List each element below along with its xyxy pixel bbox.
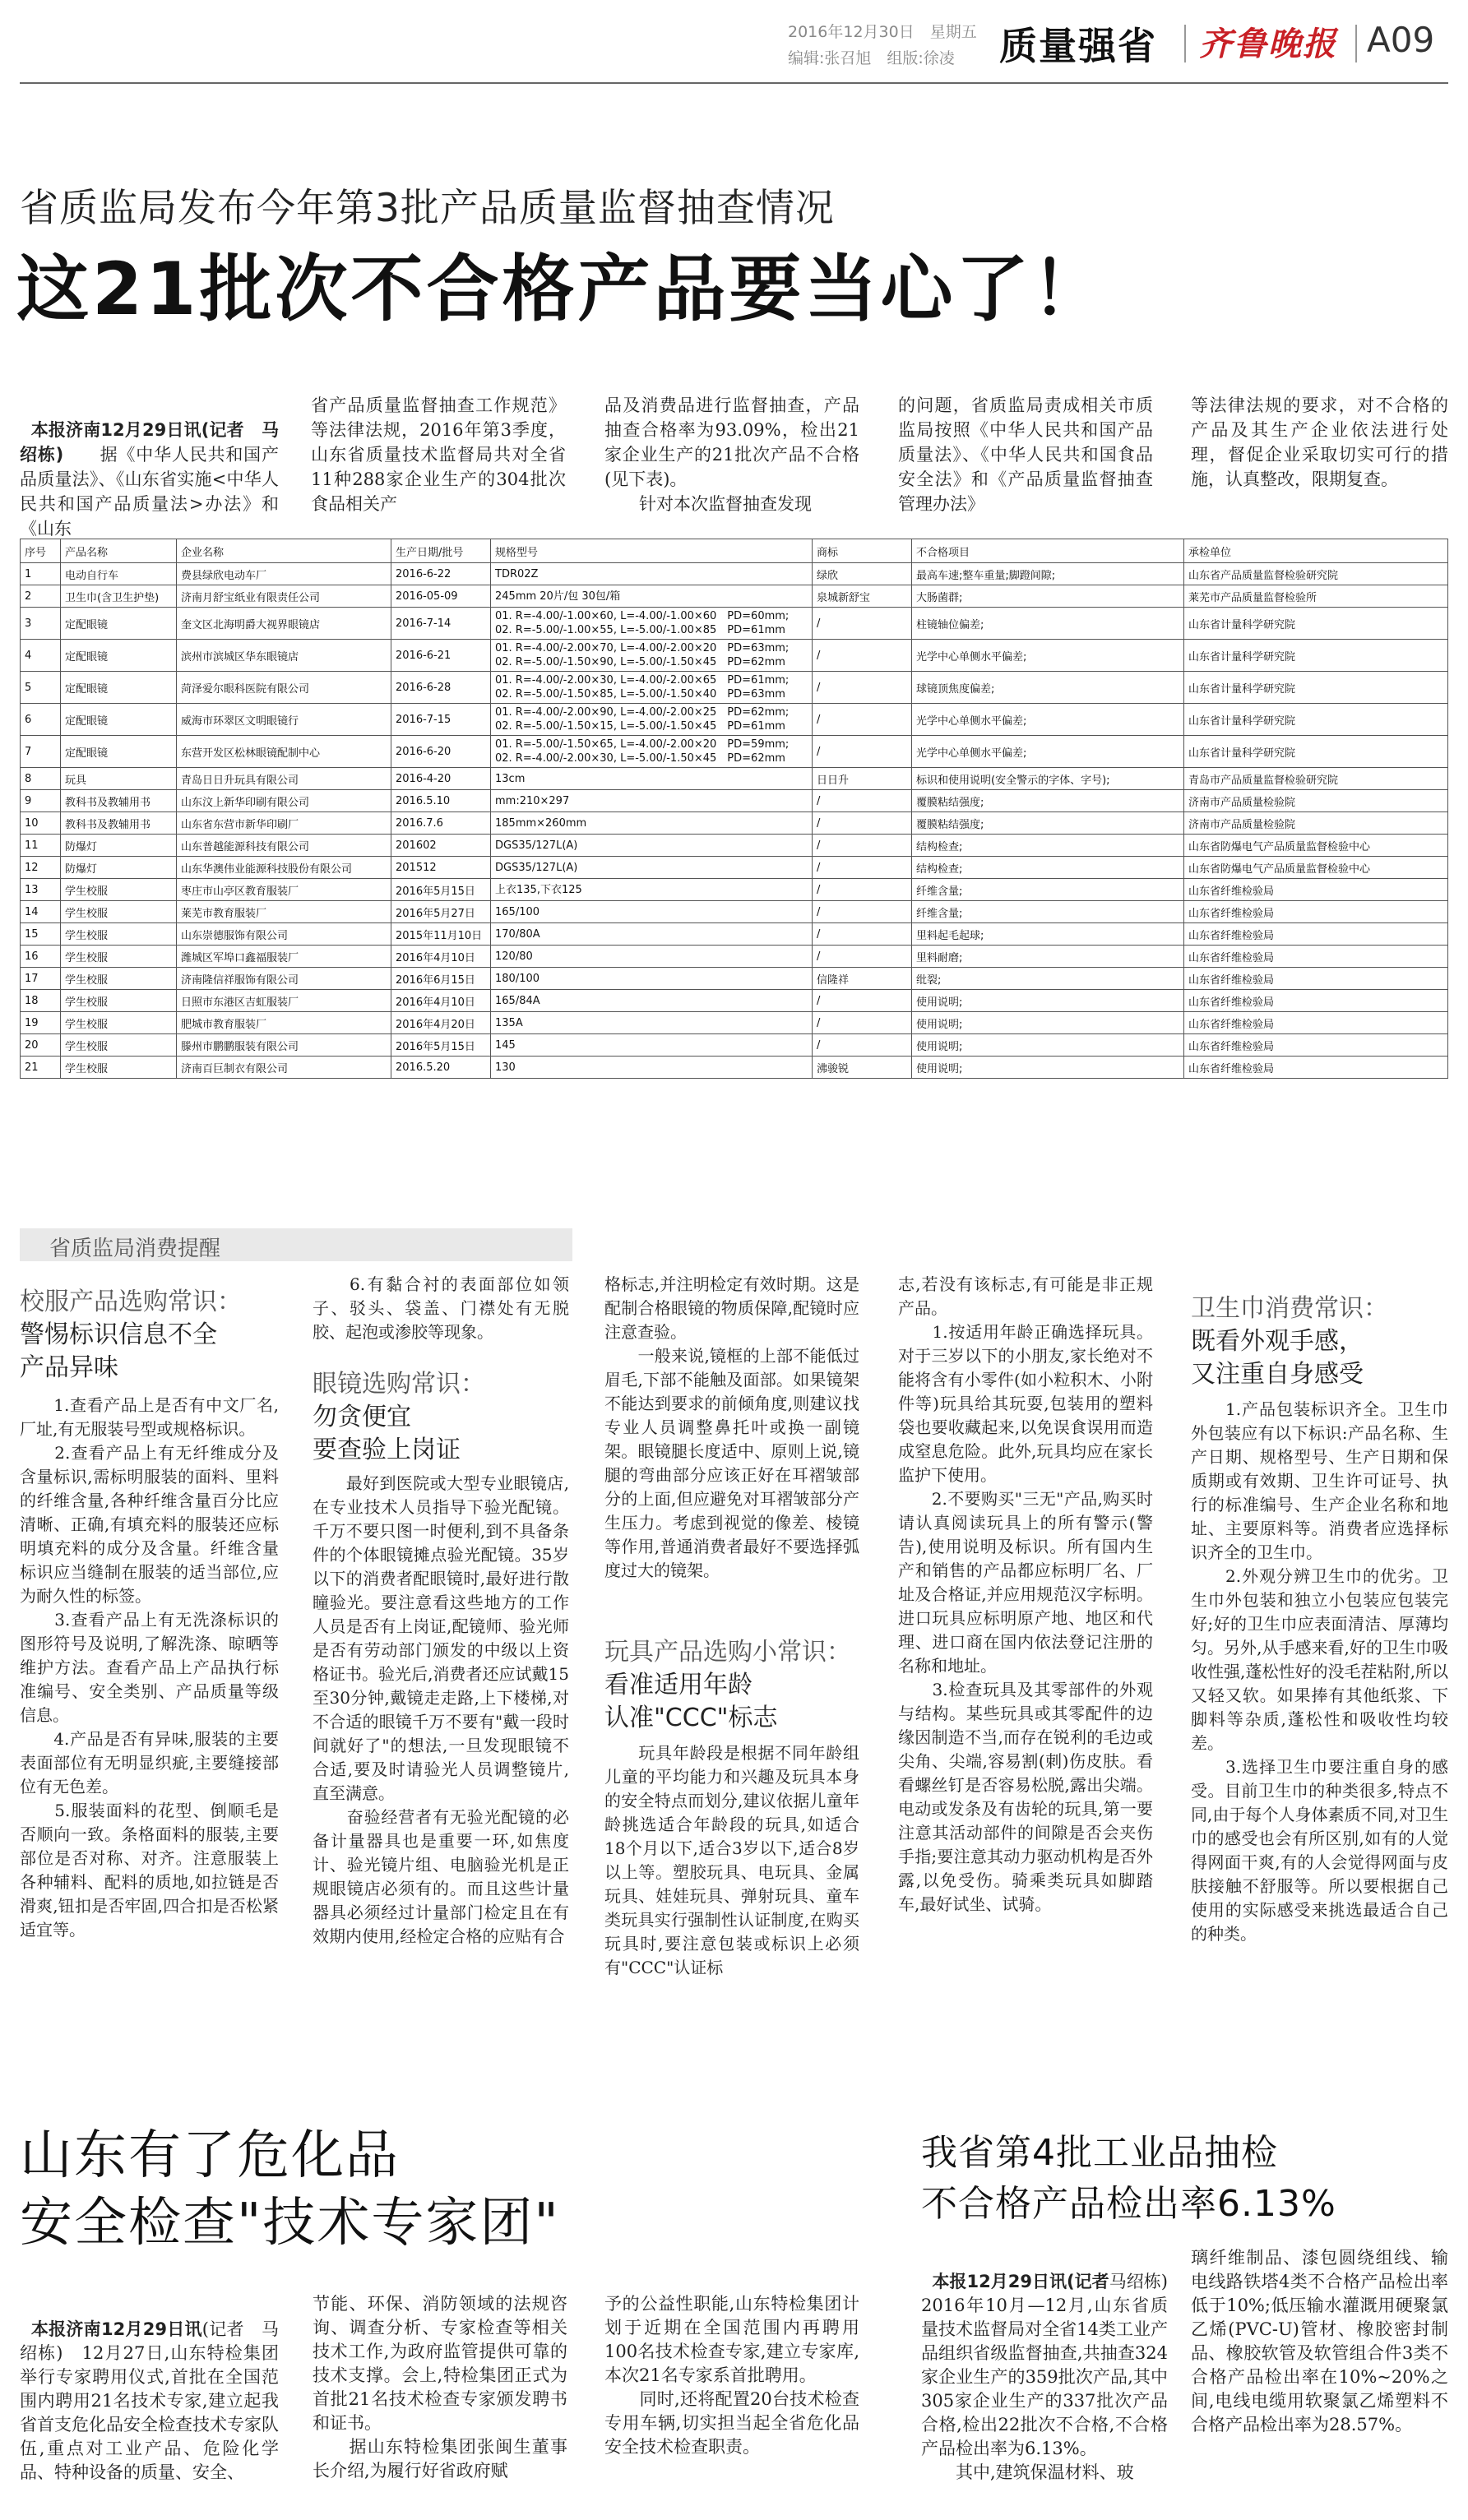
cell-company: 滕州市鹏鹏服装有限公司 xyxy=(177,1034,391,1057)
cell-product: 学生校服 xyxy=(61,1012,177,1034)
cell-brand: / xyxy=(813,901,912,923)
cell-brand: / xyxy=(813,640,912,672)
story3-byline: 本报12月29日讯(记者 xyxy=(932,2272,1109,2291)
cell-spec: 170/80A xyxy=(491,923,813,946)
table-row xyxy=(21,1034,1448,1057)
cell-company: 山东华澳伟业能源科技股份有限公司 xyxy=(177,857,391,879)
cell-date: 2016-4-20 xyxy=(391,768,491,790)
cell-product: 定配眼镜 xyxy=(61,704,177,736)
table-row xyxy=(21,946,1448,968)
cell-fail-item: 大肠菌群; xyxy=(912,585,1184,608)
main-col-2: 省产品质量监督抽查工作规范》等法律法规，2016年第3季度，山东省质量技术监督局共对全省11种288家企业生产的304批次食品相关产 xyxy=(311,395,566,514)
toys-body: 玩具年龄段是根据不同年龄组儿童的平均能力和兴趣及玩具本身的安全特点而划分,建议依据儿童年龄挑选适合年龄段的玩具,如适合18个月以下,适合3岁以下,适合8岁以上等。塑胶玩具、电玩具、金属玩具、娃娃玩具、弹射玩具、童车类玩具实行强制性认证制度,在购买玩具时,要注意包装或标识上必须有"CCC"认证标 xyxy=(604,1743,859,1977)
th-company: 企业名称 xyxy=(177,539,391,563)
masthead-rule xyxy=(20,82,1448,84)
toys-head-2: 看准适用年龄 xyxy=(604,1671,753,1699)
cell-fail-item: 里料起毛起球; xyxy=(912,923,1184,946)
story3-col-1 xyxy=(921,2246,1168,2485)
th-product: 产品名称 xyxy=(61,539,177,563)
story2-byline: 本报济南12月29日讯 xyxy=(30,2319,202,2339)
main-byline: 本报济南12月29日讯(记者 马绍栋) xyxy=(20,420,279,465)
cell-no: 1 xyxy=(21,563,61,585)
cell-product: 学生校服 xyxy=(61,1057,177,1079)
cell-date: 2016年6月15日 xyxy=(391,968,491,990)
cell-date: 2015年11月10日 xyxy=(391,923,491,946)
cell-lab: 山东省纤维检验局 xyxy=(1184,1057,1448,1079)
cell-lab: 山东省纤维检验局 xyxy=(1184,1034,1448,1057)
cell-product: 学生校服 xyxy=(61,879,177,901)
table-header-row xyxy=(21,539,1448,563)
cell-spec: 245mm 20片/包 30包/箱 xyxy=(491,585,813,608)
cell-company: 济南月舒宝纸业有限责任公司 xyxy=(177,585,391,608)
cell-no: 6 xyxy=(21,704,61,736)
cell-brand: / xyxy=(813,857,912,879)
cell-brand: 信隆祥 xyxy=(813,968,912,990)
cell-fail-item: 标识和使用说明(安全警示的字体、字号); xyxy=(912,768,1184,790)
cell-company: 奎文区北海明爵大视界眼镜店 xyxy=(177,608,391,640)
cell-product: 学生校服 xyxy=(61,990,177,1012)
cell-date: 2016年5月15日 xyxy=(391,1034,491,1057)
cell-fail-item: 使用说明; xyxy=(912,1012,1184,1034)
toys-head-3: 认准"CCC"标志 xyxy=(604,1704,778,1732)
glasses-cont: 格标志,并注明检定有效时期。这是配制合格眼镜的物质保障,配镜时应注意查验。 一般来说,镜框的上部不能低过眉毛,下部不能触及面部。如果镜架不能达到要求的前倾角度,则建议找专业人员调整鼻托叶或换一副镜架。眼镜腿长度适中、原则上说,镜腿的弯曲部分应该正好在耳褶皱部分的上面,但应避免对耳褶皱部分产生压力。考虑到视觉的像差、棱镜等作用,普通消费者最好不要选择弧度过大的镜架。 xyxy=(604,1274,859,1580)
main-col-1-text: 据《中华人民共和国产品质量法》、《山东省实施<中华人民共和国产品质量法>办法》和《山东 xyxy=(20,445,279,539)
th-brand: 商标 xyxy=(813,539,912,563)
cell-no: 10 xyxy=(21,812,61,835)
cell-brand: / xyxy=(813,1034,912,1057)
cell-date: 2016年5月15日 xyxy=(391,879,491,901)
cell-no: 11 xyxy=(21,835,61,857)
glasses-body: 最好到医院或大型专业眼镜店,在专业技术人员指导下验光配镜。千万不要只图一时便利,到不具备条件的个体眼镜摊点验光配镜。35岁以下的消费者配眼镜时,最好进行散瞳验光。要注意看这些地方的工作人员是否有上岗证,配镜师、验光师是否有劳动部门颁发的中级以上资格证书。验光后,消费者还应试戴15至30分钟,戴镜走走路,上下楼梯,对不合适的眼镜千万不要有"戴一段时间就好了"的想法,一旦发现眼镜不合适,要及时请验光人员调整镜片,直至满意。 奋验经营者有无验光配镜的必备计量器具也是重要一环,如焦度计、验光镜片组、电脑验光机是正规眼镜店必须有的。而且这些计量器具必须经过计量部门检定且在有效期内使用,经检定合格的应贴有合 xyxy=(313,1473,569,1946)
cell-brand: 泉城新舒宝 xyxy=(813,585,912,608)
cell-lab: 山东省计量科学研究院 xyxy=(1184,608,1448,640)
cell-brand: / xyxy=(813,879,912,901)
cell-spec: 180/100 xyxy=(491,968,813,990)
masthead-editors: 编辑:张召旭 组版:徐凌 xyxy=(788,49,955,67)
cell-lab: 山东省纤维检验局 xyxy=(1184,946,1448,968)
cell-fail-item: 结构检查; xyxy=(912,857,1184,879)
table-row xyxy=(21,990,1448,1012)
cell-company: 山东崇德服饰有限公司 xyxy=(177,923,391,946)
cell-company: 滨州市滨城区华东眼镜店 xyxy=(177,640,391,672)
cell-no: 12 xyxy=(21,857,61,879)
cell-spec: 13cm xyxy=(491,768,813,790)
th-fail-item: 不合格项目 xyxy=(912,539,1184,563)
cell-company: 济南隆信祥服饰有限公司 xyxy=(177,968,391,990)
cell-company: 威海市环翠区文明眼镜行 xyxy=(177,704,391,736)
masthead-divider-1 xyxy=(1184,25,1186,62)
pads-head-1: 卫生巾消费常识： xyxy=(1191,1294,1388,1323)
product-table-body xyxy=(21,563,1448,1079)
cell-lab: 山东省防爆电气产品质量监督检验中心 xyxy=(1184,835,1448,857)
table-row xyxy=(21,608,1448,640)
cell-product: 电动自行车 xyxy=(61,563,177,585)
cell-product: 学生校服 xyxy=(61,1034,177,1057)
cell-fail-item: 纤维含量; xyxy=(912,901,1184,923)
cell-product: 教科书及教辅用书 xyxy=(61,812,177,835)
cell-lab: 山东省计量科学研究院 xyxy=(1184,704,1448,736)
story2-col-1 xyxy=(20,2294,279,2485)
toys-head-1: 玩具产品选购小常识： xyxy=(604,1638,851,1667)
paper-logo: 齐鲁晚报 xyxy=(1199,25,1337,63)
table-row xyxy=(21,585,1448,608)
cell-no: 7 xyxy=(21,736,61,768)
cell-fail-item: 球镜顶焦度偏差; xyxy=(912,672,1184,704)
cell-no: 16 xyxy=(21,946,61,968)
story3-title-1: 我省第4批工业品抽检 xyxy=(921,2132,1278,2174)
main-col-3: 品及消费品进行监督抽查，产品抽查合格率为93.09%，检出21家企业生产的21批次产品不合格(见下表)。 针对本次监督抽查发现 xyxy=(604,395,859,514)
uniform-head-1: 校服产品选购常识： xyxy=(20,1288,242,1316)
cell-company: 费县绿欣电动车厂 xyxy=(177,563,391,585)
cell-date: 2016-6-22 xyxy=(391,563,491,585)
table-row xyxy=(21,901,1448,923)
cell-lab: 山东省纤维检验局 xyxy=(1184,901,1448,923)
story2-col-1-text: (记者 马绍栋) 12月27日,山东特检集团举行专家聘用仪式,首批在全国范围内聘用21名技术专家,建立起我省首支危化品安全检查技术专家队伍,重点对工业产品、危险化学品、特种设备的质量、安全、 xyxy=(20,2319,279,2482)
product-table xyxy=(20,539,1448,1079)
cell-lab: 山东省计量科学研究院 xyxy=(1184,640,1448,672)
cell-lab: 山东省产品质量监督检验研究院 xyxy=(1184,563,1448,585)
cell-company: 枣庄市山亭区教育服装厂 xyxy=(177,879,391,901)
cell-lab: 山东省计量科学研究院 xyxy=(1184,672,1448,704)
table-row xyxy=(21,672,1448,704)
glasses-head-3: 要查验上岗证 xyxy=(313,1436,461,1464)
uniform-head-2: 警惕标识信息不全 xyxy=(20,1320,217,1349)
cell-brand: / xyxy=(813,946,912,968)
cell-company: 济南百巨制衣有限公司 xyxy=(177,1057,391,1079)
cell-date: 2016-7-14 xyxy=(391,608,491,640)
cell-date: 2016年5月27日 xyxy=(391,901,491,923)
cell-product: 定配眼镜 xyxy=(61,736,177,768)
pads-head-2: 既看外观手感， xyxy=(1191,1327,1364,1356)
section-title: 质量强省 xyxy=(999,24,1157,68)
cell-spec: 01. R=-4.00/-1.00×60, L=-4.00/-1.00×60 PD=60mm; 02. R=-5.00/-1.00×55, L=-5.00/-1.00×85 PD=61mm xyxy=(491,608,813,640)
th-no: 序号 xyxy=(21,539,61,563)
cell-fail-item: 结构检查; xyxy=(912,835,1184,857)
cell-spec: DGS35/127L(A) xyxy=(491,857,813,879)
cell-spec: 上衣135,下衣125 xyxy=(491,879,813,901)
cell-date: 2016年4月10日 xyxy=(391,946,491,968)
cell-company: 肥城市教育服装厂 xyxy=(177,1012,391,1034)
cell-lab: 山东省纤维检验局 xyxy=(1184,1012,1448,1034)
cell-lab: 山东省纤维检验局 xyxy=(1184,923,1448,946)
cell-no: 9 xyxy=(21,790,61,812)
cell-fail-item: 使用说明; xyxy=(912,990,1184,1012)
main-title: 这21批次不合格产品要当心了！ xyxy=(16,247,1108,331)
cell-no: 14 xyxy=(21,901,61,923)
cell-company: 山东汶上新华印刷有限公司 xyxy=(177,790,391,812)
table-row xyxy=(21,879,1448,901)
cell-brand: / xyxy=(813,736,912,768)
cell-spec: 01. R=-5.00/-1.50×65, L=-4.00/-2.00×20 PD=59mm; 02. R=-4.00/-2.00×30, L=-5.00/-1.50×45 PD=62mm xyxy=(491,736,813,768)
cell-no: 19 xyxy=(21,1012,61,1034)
cell-lab: 山东省纤维检验局 xyxy=(1184,968,1448,990)
cell-spec: 01. R=-4.00/-2.00×90, L=-4.00/-2.00×25 PD=62mm; 02. R=-5.00/-1.50×15, L=-5.00/-1.50×45 PD=61mm xyxy=(491,704,813,736)
main-col-4: 的问题，省质监局责成相关市质监局按照《中华人民共和国产品质量法》、《中华人民共和国食品安全法》和《产品质量监督抽查管理办法》 xyxy=(898,395,1153,514)
cell-company: 青岛日日升玩具有限公司 xyxy=(177,768,391,790)
masthead-date: 2016年12月30日 星期五 xyxy=(788,23,977,41)
cell-lab: 莱芜市产品质量监督检验所 xyxy=(1184,585,1448,608)
cell-lab: 山东省纤维检验局 xyxy=(1184,990,1448,1012)
cell-brand: / xyxy=(813,608,912,640)
cell-spec: 165/100 xyxy=(491,901,813,923)
table-row xyxy=(21,1012,1448,1034)
pads-body: 1.产品包装标识齐全。卫生巾外包装应有以下标识:产品名称、生产日期、规格型号、生产日期和保质期或有效期、卫生许可证号、执行的标准编号、生产企业名称和地址、主要原料等。消费者应选择标识齐全的卫生巾。 2.外观分辨卫生巾的优劣。卫生巾外包装和独立小包装应包装完好;好的卫生巾应表面清洁、厚薄均匀。另外,从手感来看,好的卫生巾吸收性强,蓬松性好的没毛茬粘附,所以又轻又软。如果捧有其他纸浆、下脚料等杂质,蓬松性和吸收性均较差。 3.选择卫生巾要注重自身的感受。目前卫生巾的种类很多,特点不同,由于每个人身体素质不同,对卫生巾的感受也会有所区别,如有的人觉得网面干爽,有的人会觉得网面与皮肤接触不舒服等。所以要根据自己使用的实际感受来挑选最适合自己的种类。 xyxy=(1191,1399,1448,1944)
cell-product: 学生校服 xyxy=(61,923,177,946)
tips-banner-label: 省质监局消费提醒 xyxy=(49,1237,221,1261)
table-row xyxy=(21,968,1448,990)
cell-date: 2016年4月20日 xyxy=(391,1012,491,1034)
cell-spec: TDR02Z xyxy=(491,563,813,585)
cell-spec: DGS35/127L(A) xyxy=(491,835,813,857)
cell-product: 定配眼镜 xyxy=(61,608,177,640)
pads-head-3: 又注重自身感受 xyxy=(1191,1360,1364,1389)
story2-col-3: 予的公益性职能,山东特检集团计划于近期在全国范围内再聘用100名技术检查专家,建立专家库,本次21名专家系首批聘用。 同时,还将配置20台技术检查专用车辆,切实担当起全省危化品安全技术检查职责。 xyxy=(604,2294,859,2457)
cell-product: 定配眼镜 xyxy=(61,672,177,704)
cell-spec: mm:210×297 xyxy=(491,790,813,812)
story3-col-2: 璃纤维制品、漆包圆绕组线、输电线路铁塔4类不合格产品检出率低于10%;低压输水灌溉用硬聚氯乙烯(PVC-U)管材、橡胶密封制品、橡胶软管及软管组合件3类不合格产品检出率在10%~20%之间,电线电缆用软聚氯乙烯塑料不合格产品检出率为28.57%。 xyxy=(1191,2248,1448,2434)
cell-product: 定配眼镜 xyxy=(61,640,177,672)
cell-spec: 185mm×260mm xyxy=(491,812,813,835)
cell-spec: 120/80 xyxy=(491,946,813,968)
cell-fail-item: 柱镜轴位偏差; xyxy=(912,608,1184,640)
cell-date: 2016年4月10日 xyxy=(391,990,491,1012)
cell-lab: 青岛市产品质量监督检验研究院 xyxy=(1184,768,1448,790)
cell-date: 201512 xyxy=(391,857,491,879)
main-col-1 xyxy=(20,393,279,541)
cell-fail-item: 纤维含量; xyxy=(912,879,1184,901)
cell-company: 菏泽爱尔眼科医院有限公司 xyxy=(177,672,391,704)
cell-fail-item: 里料耐磨; xyxy=(912,946,1184,968)
cell-brand: 沸骏锐 xyxy=(813,1057,912,1079)
table-row xyxy=(21,768,1448,790)
uniform-cont: 6.有黏合衬的表面部位如领子、驳头、袋盖、门襟处有无脱胶、起泡或渗胶等现象。 xyxy=(313,1274,569,1342)
masthead-divider-2 xyxy=(1355,25,1357,62)
cell-brand: 绿欣 xyxy=(813,563,912,585)
cell-no: 5 xyxy=(21,672,61,704)
th-date: 生产日期/批号 xyxy=(391,539,491,563)
uniform-body: 1.查看产品上是否有中文厂名,厂址,有无服装号型或规格标识。 2.查看产品上有无纤维成分及含量标识,需标明服装的面料、里料的纤维含量,各种纤维含量百分比应清晰、正确,有填充料的服装还应标明填充料的成分及含量。纤维含量标识应当缝制在服装的适当部位,应为耐久性的标签。 3.查看产品上有无洗涤标识的图形符号及说明,了解洗涤、晾晒等维护方法。查看产品上产品执行标准编号、安全类别、产品质量等级信息。 4.产品是否有异味,服装的主要表面部位有无明显织疵,主要缝接部位有无色差。 5.服装面料的花型、倒顺毛是否顺向一致。条格面料的服装,主要部位是否对称、对齐。注意服装上各种辅料、配料的质地,如拉链是否滑爽,钮扣是否牢固,四合扣是否松紧适宜等。 xyxy=(20,1395,279,1940)
table-row xyxy=(21,857,1448,879)
cell-company: 山东普越能源科技有限公司 xyxy=(177,835,391,857)
cell-no: 13 xyxy=(21,879,61,901)
cell-spec: 145 xyxy=(491,1034,813,1057)
cell-date: 2016.7.6 xyxy=(391,812,491,835)
cell-brand: / xyxy=(813,812,912,835)
story2-title-1: 山东有了危化品 xyxy=(20,2125,400,2186)
cell-no: 15 xyxy=(21,923,61,946)
glasses-head-2: 勿贪便宜 xyxy=(313,1403,411,1431)
cell-no: 18 xyxy=(21,990,61,1012)
main-col-5: 等法律法规的要求，对不合格的产品及其生产企业依法进行处理，督促企业采取切实可行的措施，认真整改，限期复查。 xyxy=(1191,395,1448,489)
cell-product: 学生校服 xyxy=(61,946,177,968)
cell-brand: / xyxy=(813,672,912,704)
cell-product: 学生校服 xyxy=(61,968,177,990)
cell-product: 教科书及教辅用书 xyxy=(61,790,177,812)
cell-brand: / xyxy=(813,1012,912,1034)
cell-company: 山东省东营市新华印刷厂 xyxy=(177,812,391,835)
story3-title-2: 不合格产品检出率6.13% xyxy=(921,2183,1336,2225)
cell-brand: / xyxy=(813,790,912,812)
glasses-head-1: 眼镜选购常识： xyxy=(313,1370,485,1399)
cell-no: 2 xyxy=(21,585,61,608)
cell-product: 卫生巾(含卫生护垫) xyxy=(61,585,177,608)
cell-lab: 济南市产品质量检验院 xyxy=(1184,812,1448,835)
cell-date: 2016-6-28 xyxy=(391,672,491,704)
cell-brand: / xyxy=(813,704,912,736)
cell-spec: 135A xyxy=(491,1012,813,1034)
cell-no: 4 xyxy=(21,640,61,672)
cell-date: 2016.5.10 xyxy=(391,790,491,812)
cell-fail-item: 光学中心单侧水平偏差; xyxy=(912,640,1184,672)
cell-no: 8 xyxy=(21,768,61,790)
story2-title-2: 安全检查"技术专家团" xyxy=(20,2193,560,2254)
story3-col-1-text: 马绍栋) 2016年10月—12月,山东省质量技术监督局对全省14类工业产品组织省级监督抽查,共抽查324家企业生产的359批次产品,其中305家企业生产的337批次产品合格,检出22批次不合格,不合格产品检出率为6.13%。 其中,建筑保温材料、玻 xyxy=(921,2272,1168,2482)
story2-col-2: 节能、环保、消防领域的法规咨询、调查分析、专家检查等相关技术工作,为政府监管提供可靠的技术支撑。会上,特检集团正式为首批21名技术检查专家颁发聘书和证书。 据山东特检集团张闽生董事长介绍,为履行好省政府赋 xyxy=(313,2294,567,2481)
cell-fail-item: 最高车速;整车重量;脚蹬间隙; xyxy=(912,563,1184,585)
th-spec: 规格型号 xyxy=(491,539,813,563)
table-row xyxy=(21,563,1448,585)
cell-fail-item: 光学中心单侧水平偏差; xyxy=(912,736,1184,768)
cell-company: 日照市东港区吉虹服装厂 xyxy=(177,990,391,1012)
cell-product: 玩具 xyxy=(61,768,177,790)
uniform-head-3: 产品异味 xyxy=(20,1353,118,1382)
table-row xyxy=(21,1057,1448,1079)
cell-spec: 130 xyxy=(491,1057,813,1079)
cell-spec: 01. R=-4.00/-2.00×70, L=-4.00/-2.00×20 PD=63mm; 02. R=-5.00/-1.50×90, L=-5.00/-1.50×45 PD=62mm xyxy=(491,640,813,672)
toys-cont: 志,若没有该标志,有可能是非正规产品。 1.按适用年龄正确选择玩具。对于三岁以下的小朋友,家长绝对不能将含有小零件(如小粒积木、小附件等)玩具给其玩耍,包装用的塑料袋也要收藏起来,以免误食误用而造成窒息危险。此外,玩具均应在家长监护下使用。 2.不要购买"三无"产品,购买时请认真阅读玩具上的所有警示(警告),使用说明及标识。所有国内生产和销售的产品都应标明厂名、厂址及合格证,并应用规范汉字标明。进口玩具应标明原产地、地区和代理、进口商在国内依法登记注册的名称和地址。 3.检查玩具及其零部件的外观与结构。某些玩具或其零配件的边缘因制造不当,而存在锐利的毛边或尖角、尖端,容易割(刺)伤皮肤。看看螺丝钉是否容易松脱,露出尖端。电动或发条及有齿轮的玩具,第一要注意其活动部件的间隙是否会夹伤手指;要注意其动力驱动机构是否外露,以免受伤。骑乘类玩具如脚踏车,最好试坐、试骑。 xyxy=(898,1274,1153,1914)
table-row xyxy=(21,736,1448,768)
table-row xyxy=(21,812,1448,835)
cell-date: 201602 xyxy=(391,835,491,857)
cell-lab: 山东省计量科学研究院 xyxy=(1184,736,1448,768)
cell-date: 2016-05-09 xyxy=(391,585,491,608)
cell-date: 2016-7-15 xyxy=(391,704,491,736)
cell-company: 东营开发区松林眼镜配制中心 xyxy=(177,736,391,768)
cell-fail-item: 纰裂; xyxy=(912,968,1184,990)
cell-no: 20 xyxy=(21,1034,61,1057)
cell-no: 21 xyxy=(21,1057,61,1079)
cell-lab: 山东省防爆电气产品质量监督检验中心 xyxy=(1184,857,1448,879)
cell-fail-item: 使用说明; xyxy=(912,1057,1184,1079)
cell-company: 潍城区军埠口鑫福服装厂 xyxy=(177,946,391,968)
cell-date: 2016-6-20 xyxy=(391,736,491,768)
cell-no: 17 xyxy=(21,968,61,990)
cell-fail-item: 覆膜粘结强度; xyxy=(912,790,1184,812)
cell-lab: 山东省纤维检验局 xyxy=(1184,879,1448,901)
table-row xyxy=(21,835,1448,857)
cell-fail-item: 使用说明; xyxy=(912,1034,1184,1057)
cell-product: 防爆灯 xyxy=(61,835,177,857)
cell-date: 2016-6-21 xyxy=(391,640,491,672)
table-row xyxy=(21,704,1448,736)
cell-spec: 165/84A xyxy=(491,990,813,1012)
cell-product: 防爆灯 xyxy=(61,857,177,879)
cell-fail-item: 光学中心单侧水平偏差; xyxy=(912,704,1184,736)
cell-company: 莱芜市教育服装厂 xyxy=(177,901,391,923)
th-lab: 承检单位 xyxy=(1184,539,1448,563)
cell-brand: 日日升 xyxy=(813,768,912,790)
cell-product: 学生校服 xyxy=(61,901,177,923)
cell-fail-item: 覆膜粘结强度; xyxy=(912,812,1184,835)
cell-brand: / xyxy=(813,835,912,857)
page-number: A09 xyxy=(1367,20,1435,60)
cell-spec: 01. R=-4.00/-2.00×30, L=-4.00/-2.00×65 PD=61mm; 02. R=-5.00/-1.50×85, L=-5.00/-1.50×40 PD=63mm xyxy=(491,672,813,704)
cell-no: 3 xyxy=(21,608,61,640)
table-row xyxy=(21,923,1448,946)
cell-brand: / xyxy=(813,990,912,1012)
cell-date: 2016.5.20 xyxy=(391,1057,491,1079)
table-row xyxy=(21,790,1448,812)
table-row xyxy=(21,640,1448,672)
main-subtitle: 省质监局发布今年第3批产品质量监督抽查情况 xyxy=(20,186,835,231)
cell-brand: / xyxy=(813,923,912,946)
cell-lab: 济南市产品质量检验院 xyxy=(1184,790,1448,812)
